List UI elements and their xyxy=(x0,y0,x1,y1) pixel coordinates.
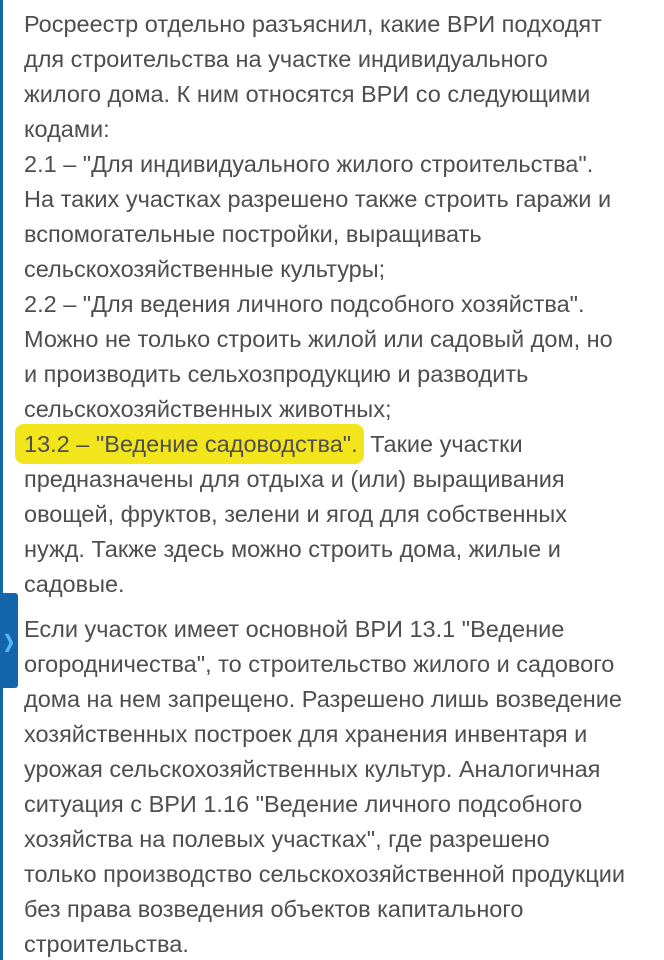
sidebar-expand-tab[interactable] xyxy=(0,593,18,688)
left-accent-bar xyxy=(0,0,3,960)
text-run: жилого дома. К ним относятся ВРИ со следующими xyxy=(24,81,591,107)
text-run: дома на нем запрещено. Разрешено лишь возведение xyxy=(24,686,622,712)
paragraph-restrictions xyxy=(24,612,648,960)
paragraph-vri-codes xyxy=(24,7,648,602)
text-run: хозяйственных построек для хранения инвентаря и xyxy=(24,721,588,747)
text-run: садовые. xyxy=(24,571,125,597)
text-run: предназначены для отдыха и (или) выращивания xyxy=(24,466,565,492)
text-run: для строительства на участке индивидуального xyxy=(24,46,548,72)
text-run: Росреестр отдельно разъяснил, какие ВРИ подходят xyxy=(24,11,602,37)
text-run: строительства. xyxy=(24,931,189,957)
text-run: урожая сельскохозяйственных культур. Аналогичная xyxy=(24,756,601,782)
text-run: 2.1 – "Для индивидуального жилого строительства". xyxy=(24,151,594,177)
text-run: ситуация с ВРИ 1.16 "Ведение личного подсобного xyxy=(24,791,583,817)
text-run: только производство сельскохозяйственной продукции xyxy=(24,861,626,887)
text-run: кодами: xyxy=(24,116,110,142)
text-run: вспомогательные постройки, выращивать xyxy=(24,221,482,247)
text-run: сельскохозяйственных животных; xyxy=(24,396,392,422)
text-run: сельскохозяйственные культуры; xyxy=(24,256,386,282)
text-run: Если участок имеет основной ВРИ 13.1 "Ведение xyxy=(24,616,565,642)
text-run: На таких участках разрешено также строить гаражи и xyxy=(24,186,612,212)
text-run: Такие участки xyxy=(363,431,523,457)
text-run: овощей, фруктов, зелени и ягод для собственных xyxy=(24,501,568,527)
chevron-right-icon: ❯ xyxy=(3,630,15,651)
text-run: Можно не только строить жилой или садовый дом, но xyxy=(24,326,613,352)
text-run: и производить сельхозпродукцию и разводить xyxy=(24,361,529,387)
text-run: огородничества", то строительство жилого и садового xyxy=(24,651,615,677)
highlighted-text: 13.2 – "Ведение садоводства". xyxy=(15,424,364,464)
text-run: хозяйства на полевых участках", где разрешено xyxy=(24,826,550,852)
text-run: без права возведения объектов капитального xyxy=(24,896,524,922)
text-run: 2.2 – "Для ведения личного подсобного хозяйства". xyxy=(24,291,585,317)
text-run: нужд. Также здесь можно строить дома, жилые и xyxy=(24,536,561,562)
